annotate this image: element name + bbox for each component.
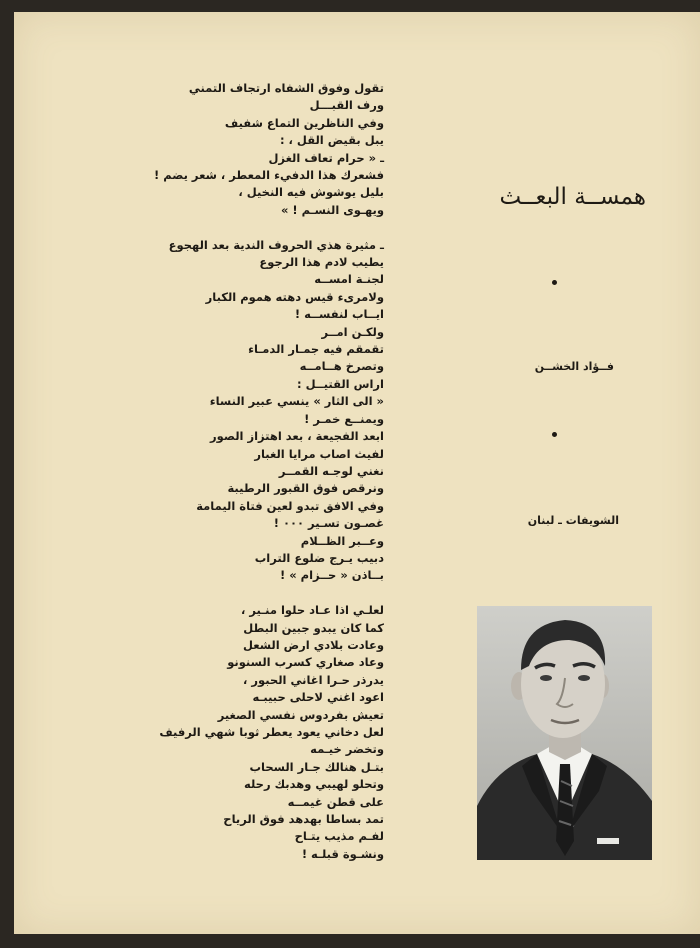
poem-line: ورف القبـــل xyxy=(309,98,384,113)
poem-line: وتحلو لهيبي وهدبك رحله xyxy=(244,777,384,792)
poem-line: بتـل هنالك جـار السحاب xyxy=(249,759,384,774)
author-name: فــؤاد الخشــن xyxy=(534,360,614,373)
bullet-dot-icon xyxy=(552,432,557,437)
poem-line: ـ مثيرة هذي الحروف الندية بعد الهجوع xyxy=(168,237,384,252)
poem-line: ونرقص فوق القبور الرطيبة xyxy=(227,481,384,496)
poem-line: لفيث اصاب مرايا الغبار xyxy=(254,446,384,461)
poem-line: لفـم مذيب يتـاح xyxy=(294,829,384,844)
poem-line: غصـون تسـير ٠٠٠ ! xyxy=(273,516,384,531)
poem xyxy=(84,80,384,881)
poem-line: وفي الناظرين التماع شفيف xyxy=(224,115,384,130)
poem-line: وعــبر الظــلام xyxy=(300,533,384,548)
poem-line: وعادت بلادي ارض الشعل xyxy=(242,637,384,652)
poem-line: فشعرك هذا الدفيء المعطر ، شعر يضم ! xyxy=(154,168,384,183)
poem-line: تعيش بفردوس نفسي الصغير xyxy=(217,707,384,722)
poem-line: كما كان يبدو جبين البطل xyxy=(243,620,384,635)
bullet-dot-icon xyxy=(552,280,557,285)
poem-line: ايــاب لنفســه ! xyxy=(294,307,384,322)
poem-line: اراس القتيــل : xyxy=(296,376,384,391)
author-location: الشويفات ـ لبنان xyxy=(527,514,619,527)
poem-line: لجنـة امســه xyxy=(314,272,384,287)
poem-line: اعود اغني لاحلى حبيبـه xyxy=(252,690,384,705)
poem-line: ويهـوى النسـم ! » xyxy=(280,202,384,217)
poem-line: ابعد الفجيعة ، بعد اهتزاز الصور xyxy=(210,429,384,444)
poem-line: ولامرىء قيس دهته هموم الكبار xyxy=(205,289,384,304)
poem-line: نغني لوجـه القمــر xyxy=(278,463,384,478)
poem-line: يبل بقيض القل ، : xyxy=(279,133,384,148)
poem-line: بــاذن « حــزام » ! xyxy=(279,568,384,583)
page xyxy=(14,12,700,934)
poem-line: لعلـي اذا عـاد حلوا منـير ، xyxy=(241,603,384,618)
poem-line: دبيب يـرج ضلوع التراب xyxy=(254,550,384,565)
poem-line: لعل دخاني يعود يعطر ثوبا شهي الرفيف xyxy=(159,725,384,739)
poem-line: تقمقم فيه جمـار الدمـاء xyxy=(248,342,384,357)
poem-line: على قطن غيمــه xyxy=(287,794,384,809)
poem-line: ونشـوة قبلـه ! xyxy=(301,846,384,861)
poem-line: « الى الثار » ينسي عبير النساء xyxy=(209,394,384,409)
poem-line: ويمنــع خمـر ! xyxy=(304,411,384,426)
poem-line: وعاد صغاري كسرب السنونو xyxy=(227,655,384,670)
poem-line: يدرذر حـرا اغاني الحبور ، xyxy=(243,672,384,687)
poem-stanza-1 xyxy=(84,80,384,219)
poem-line: تقول وفوق الشفاه ارتجاف التمني xyxy=(188,81,384,95)
poem-stanza-2 xyxy=(84,237,384,585)
poem-line: بليل يوشوش فيه النخيل ، xyxy=(238,185,384,200)
poem-title: همســة البعــث xyxy=(499,184,646,210)
poem-line: يطيب لادم هذا الرجوع xyxy=(259,255,384,270)
poem-line: وتخضر خيـمه xyxy=(310,742,384,757)
poem-line: وتصرخ هــامــه xyxy=(299,359,384,374)
poem-line: ولكـن امــر xyxy=(321,324,384,339)
portrait-icon xyxy=(477,606,652,860)
author-photo xyxy=(477,606,652,860)
poem-line: تمد بساطا بهدهد فوق الرياح xyxy=(223,812,384,827)
poem-line: ـ « حرام تعاف الغزل xyxy=(268,150,384,165)
poem-line: وفي الافق تبدو لعين فتاة اليمامة xyxy=(196,498,384,513)
poem-stanza-3 xyxy=(84,602,384,863)
